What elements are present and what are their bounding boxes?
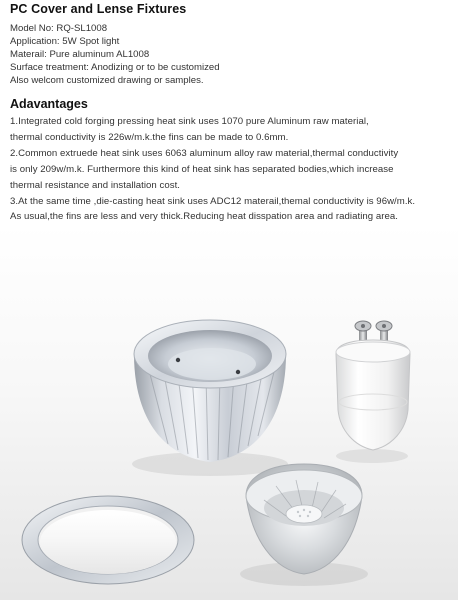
advantages-heading: Adavantages (10, 97, 88, 111)
spec-model: Model No: RQ-SL1008 (10, 23, 108, 34)
advantage-line: As usual,the fins are less and very thick.Reducing heat disspation area and radiating area. (10, 211, 398, 223)
advantage-line: is only 209w/m.k. Furthermore this kind of heat sink has separated bodies,which increase (10, 163, 394, 175)
advantage-line: thermal resistance and installation cost. (10, 179, 181, 191)
advantage-line: 2.Common extruede heat sink uses 6063 aluminum alloy raw material,thermal conductivity (10, 147, 399, 159)
spec-custom: Also welcom customized drawing or samples. (10, 75, 204, 87)
spec-material: Materail: Pure aluminum AL1008 (10, 49, 150, 61)
product-photo (0, 224, 458, 600)
reflector-lens (240, 464, 368, 586)
page-title: PC Cover and Lense Fixtures (10, 2, 187, 16)
spec-application: Application: 5W Spot light (10, 36, 120, 48)
spec-surface: Surface treatment: Anodizing or to be customized (10, 62, 220, 74)
product-photo-illustration (0, 224, 458, 600)
advantage-line: thermal conductivity is 226w/m.k.the fins can be made to 0.6mm. (10, 131, 289, 143)
spec-list (10, 22, 450, 87)
aluminum-ring (22, 496, 194, 584)
advantage-line: 1.Integrated cold forging pressing heat sink uses 1070 pure Aluminum raw material, (10, 116, 369, 127)
advantage-line: 3.At the same time ,die-casting heat sink uses ADC12 materail,themal conductivity is 96w/m.k. (10, 195, 416, 207)
advantages-text (10, 114, 450, 225)
